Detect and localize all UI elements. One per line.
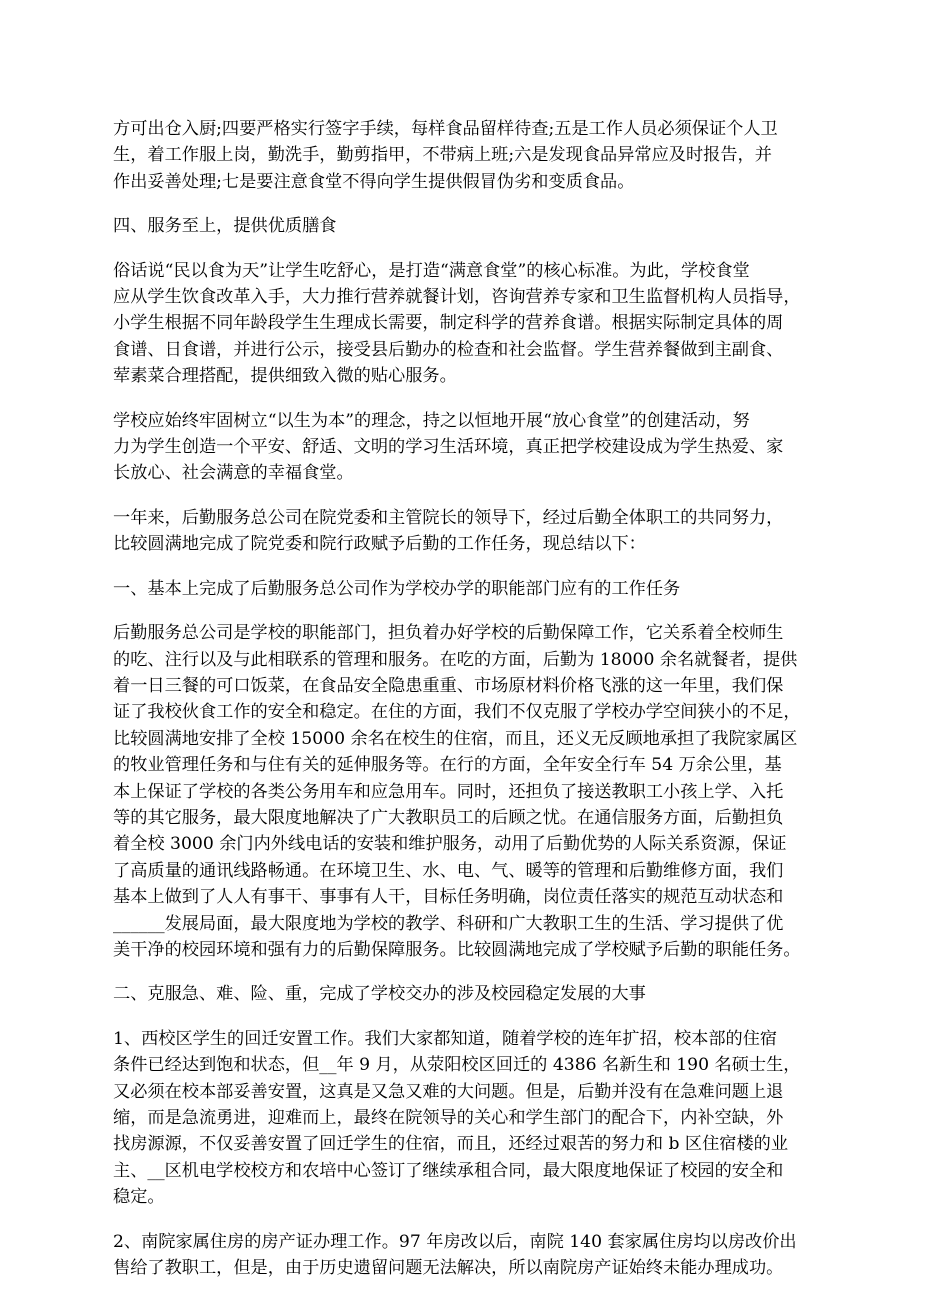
text-line: 一年来，后勤服务总公司在院党委和主管院长的领导下，经过后勤全体职工的共同努力， <box>113 507 784 528</box>
text-line: 的牧业管理任务和与住有关的延伸服务等。在行的方面，全年安全行车 54 万余公里，基 <box>113 755 782 776</box>
text-line: 缩，而是急流勇进，迎难而上，最终在院领导的关心和学生部门的配合下，内补空缺，外 <box>113 1108 784 1128</box>
text-line: 基本上做到了人人有事干、事事有人干，目标任务明确，岗位责任落实的规范互动状态和 <box>113 887 784 908</box>
text-line: 了高质量的通讯线路畅通。在环境卫生、水、电、气、暖等的管理和后勤维修方面，我们 <box>113 860 784 881</box>
text-line: 售给了教职工，但是，由于历史遗留问题无法解决，所以南院房产证始终未能办理成功。 <box>113 1258 784 1279</box>
section-heading <box>113 576 853 602</box>
section-heading <box>113 213 853 239</box>
text-line: 比较圆满地安排了全校 15000 余名在校生的住宿，而且，还义无反顾地承担了我院家属区 <box>113 728 798 749</box>
text-line: 一、基本上完成了后勤服务总公司作为学校办学的职能部门应有的工作任务 <box>113 578 681 599</box>
text-line: 美干净的校园环境和强有力的后勤保障服务。比较圆满地完成了学校赋予后勤的职能任务。 <box>113 939 801 960</box>
text-line: 证了我校伙食工作的安全和稳定。在住的方面，我们不仅克服了学校办学空间狭小的不足， <box>113 702 801 723</box>
paragraph <box>113 258 853 390</box>
text-line: 长放心、社会满意的幸福食堂。 <box>113 463 354 484</box>
text-line: 小学生根据不同年龄段学生生理成长需要，制定科学的营养食谱。根据实际制定具体的周 <box>113 313 784 334</box>
text-line: 荤素菜合理搭配，提供细致入微的贴心服务。 <box>113 366 457 387</box>
text-line: 力为学生创造一个平安、舒适、文明的学习生活环境，真正把学校建设成为学生热爱、家 <box>113 437 784 458</box>
paragraph <box>113 1229 853 1282</box>
text-line: 应从学生饮食改革入手，大力推行营养就餐计划，咨询营养专家和卫生监督机构人员指导， <box>113 287 801 308</box>
paragraph <box>113 116 853 195</box>
text-line: 着全校 3000 余门内外线电话的安装和维护服务，动用了后勤优势的人际关系资源，保证 <box>113 834 787 855</box>
text-line: 二、克服急、难、险、重，完成了学校交办的涉及校园稳定发展的大事 <box>113 984 646 1005</box>
text-line: 条件已经达到饱和状态，但__年 9 月，从荥阳校区回迁的 4386 名新生和 190 名硕士生， <box>113 1055 801 1076</box>
text-line: 稳定。 <box>113 1187 165 1208</box>
text-line: 四、服务至上，提供优质膳食 <box>113 216 337 237</box>
text-line: ______发展局面，最大限度地为学校的教学、科研和广大教职工生的生活、学习提供了优 <box>113 913 784 934</box>
paragraph <box>113 620 853 963</box>
paragraph <box>113 1026 853 1211</box>
text-line: 学校应始终牢固树立“以生为本”的理念，持之以恒地开展“放心食堂”的创建活动，努 <box>113 410 750 431</box>
text-line: 等的其它服务，最大限度地解决了广大教职员工的后顾之忧。在通信服务方面，后勤担负 <box>113 807 784 828</box>
text-line: 找房源源，不仅妥善安置了回迁学生的住宿，而且，还经过艰苦的努力和 b 区住宿楼的业 <box>113 1134 789 1155</box>
paragraph <box>113 505 853 558</box>
text-line: 着一日三餐的可口饭菜，在食品安全隐患重重、市场原材料价格飞涨的这一年里，我们保 <box>113 675 784 696</box>
text-line: 食谱、日食谱，并进行公示，接受县后勤办的检查和社会监督。学生营养餐做到主副食、 <box>113 339 784 360</box>
text-line: 比较圆满地完成了院党委和院行政赋予后勤的工作任务，现总结以下： <box>113 534 646 555</box>
section-heading <box>113 981 853 1007</box>
document-body <box>113 116 853 1299</box>
text-line: 2、南院家属住房的房产证办理工作。97 年房改以后，南院 140 套家属住房均以房改价出 <box>113 1231 797 1252</box>
text-line: 生，着工作服上岗，勤洗手，勤剪指甲，不带病上班;六是发现食品异常应及时报告，并 <box>113 145 772 166</box>
text-line: 后勤服务总公司是学校的职能部门，担负着办好学校的后勤保障工作，它关系着全校师生 <box>113 623 784 644</box>
paragraph <box>113 408 853 487</box>
text-line: 的吃、注行以及与此相联系的管理和服务。在吃的方面，后勤为 18000 余名就餐者，提供 <box>113 649 798 670</box>
text-line: 方可出仓入厨;四要严格实行签字手续，每样食品留样待查;五是工作人员必须保证个人卫 <box>113 119 778 139</box>
text-line: 作出妥善处理;七是要注意食堂不得向学生提供假冒伪劣和变质食品。 <box>113 171 635 192</box>
text-line: 主、__区机电学校校方和农培中心签订了继续承租合同，最大限度地保证了校园的安全和 <box>113 1160 784 1181</box>
text-line: 又必须在校本部妥善安置，这真是又急又难的大问题。但是，后勤并没有在急难问题上退 <box>113 1081 784 1102</box>
text-line: 1、西校区学生的回迁安置工作。我们大家都知道，随着学校的连年扩招，校本部的住宿 <box>113 1028 778 1049</box>
text-line: 本上保证了学校的各类公务用车和应急用车。同时，还担负了接送教职工小孩上学、入托 <box>113 781 784 802</box>
text-line: 俗话说“民以食为天”让学生吃舒心，是打造“满意食堂”的核心标准。为此，学校食堂 <box>113 260 750 281</box>
